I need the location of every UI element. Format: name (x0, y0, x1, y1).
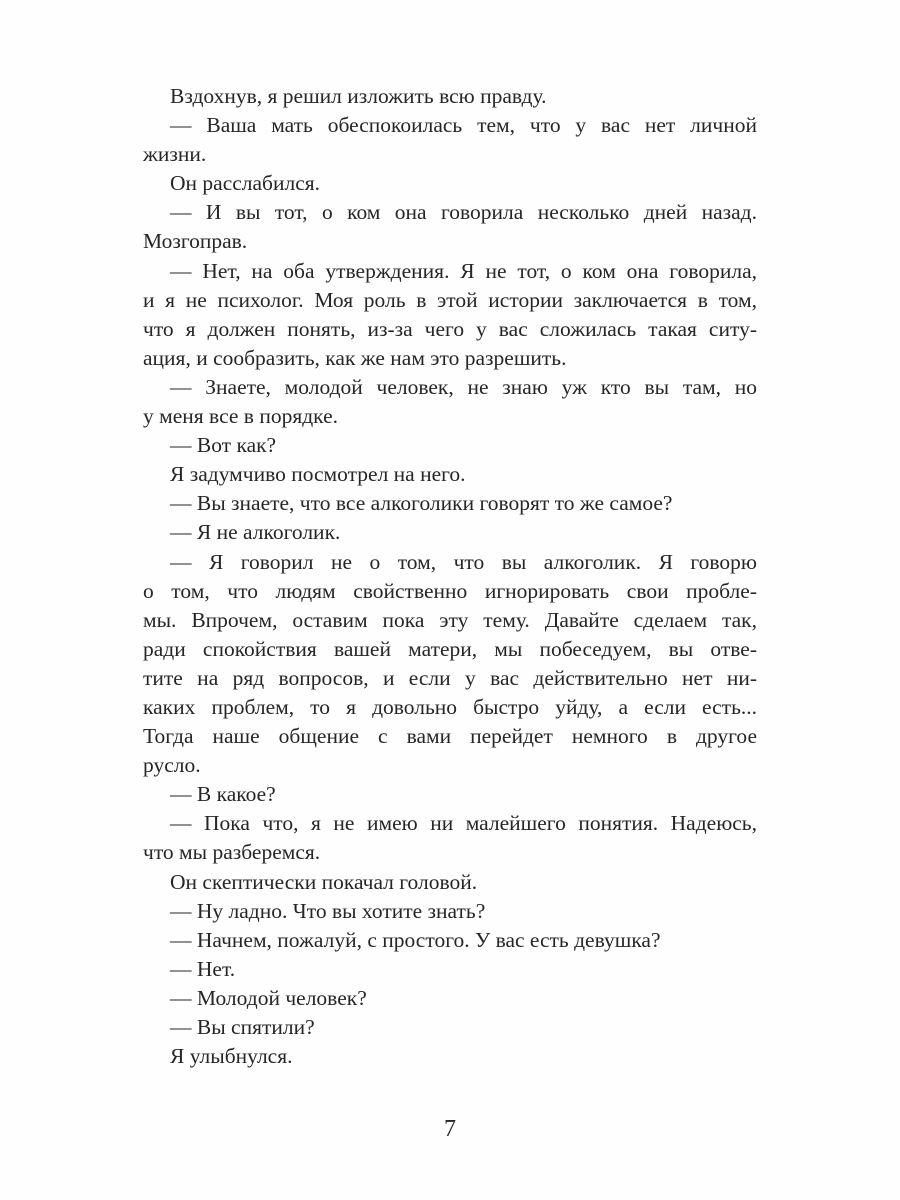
page-number: 7 (444, 1116, 456, 1142)
text-line: ация, и сообразить, как же нам это разрешить. (143, 345, 567, 370)
text-line: мы. Впрочем, оставим пока эту тему. Давайте сделаем так, (143, 607, 757, 632)
text-line: Он расслабился. (170, 171, 321, 196)
text-line: — Молодой человек? (170, 985, 367, 1010)
text-line: — Вы знаете, что все алкоголики говорят то же самое? (170, 491, 673, 516)
text-line: Я задумчиво посмотрел на него. (170, 462, 466, 487)
text-line: — Нет. (170, 956, 236, 981)
text-line: что мы разберемся. (143, 840, 321, 865)
text-line: — Начнем, пожалуй, с простого. У вас есть девушка? (170, 927, 661, 952)
text-line: — Нет, на оба утверждения. Я не тот, о ком она говорила, (170, 258, 757, 283)
text-line: каких проблем, то я довольно быстро уйду, а если есть... (143, 694, 757, 719)
text-line: ради спокойствия вашей матери, мы побеседуем, вы отве- (143, 636, 757, 661)
text-line: Он скептически покачал головой. (170, 869, 478, 894)
text-line: — Я говорил не о том, что вы алкоголик. Я говорю (170, 549, 757, 574)
text-line: Я улыбнулся. (170, 1044, 293, 1069)
text-line: — Я не алкоголик. (170, 520, 341, 545)
text-line: — Вы спятили? (170, 1015, 315, 1039)
text-line: Мозгоправ. (143, 229, 248, 254)
text-line: — И вы тот, о ком она говорила несколько дней назад. (170, 200, 757, 225)
text-line: и я не психолог. Моя роль в этой истории заключается в том, (143, 287, 757, 312)
text-line: Вздохнув, я решил изложить всю правду. (170, 84, 547, 108)
text-line: тите на ряд вопросов, и если у вас действительно нет ни- (143, 665, 757, 690)
text-line: — Пока что, я не имею ни малейшего понятия. Надеюсь, (170, 811, 757, 836)
text-line: что я должен понять, из-за чего у вас сложилась такая ситу- (143, 316, 757, 341)
text-line: — Ну ладно. Что вы хотите знать? (170, 898, 486, 923)
text-line: — Ваша мать обеспокоилась тем, что у вас нет личной (170, 113, 757, 138)
text-line: у меня все в порядке. (143, 404, 338, 429)
text-line: — Знаете, молодой человек, не знаю уж кто вы там, но (170, 374, 757, 399)
text-line: жизни. (143, 142, 207, 167)
text-line: — В какое? (170, 782, 276, 807)
text-line: о том, что людям свойственно игнорировать свои пробле- (143, 578, 757, 603)
body-text (143, 82, 757, 1071)
text-line: русло. (143, 753, 201, 778)
text-line: — Вот как? (170, 433, 277, 458)
text-line: Тогда наше общение с вами перейдет немного в другое (143, 724, 757, 749)
